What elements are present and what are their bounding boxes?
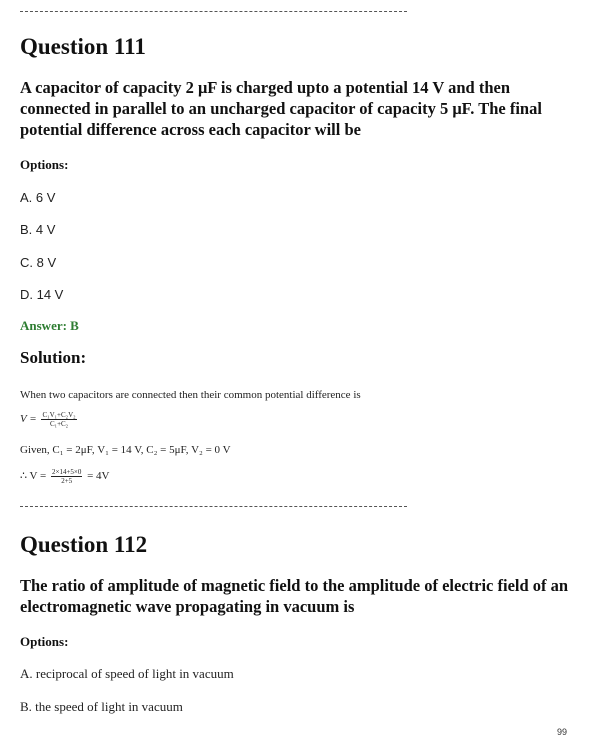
solution-formula [20,411,79,428]
result-numerator: 2×14+5×0 [52,468,82,476]
result-rhs: = 4V [87,470,110,483]
question-111-option-d: D. 14 V [20,287,64,302]
question-111-option-a: A. 6 V [20,190,56,205]
question-112-option-b: B. the speed of light in vacuum [20,699,183,714]
formula-numerator: C₁V₁+C₂V₂ [42,411,76,419]
formula-denominator: C₁+C₂ [49,420,69,428]
solution-given: Given, C₁ = 2μF, V₁ = 14 V, C₂ = 5μF, V₂ = 0 V [20,444,231,456]
question-112-title: Question 112 [20,532,148,557]
formula-fraction [41,411,76,428]
question-112-options-heading: Options: [20,634,69,649]
solution-intro: When two capacitors are connected then their common potential difference is [20,389,361,401]
question-111-options-heading: Options: [20,157,69,172]
top-divider [20,11,407,12]
formula-lhs: V = [20,413,37,426]
question-111-answer: Answer: B [20,318,79,333]
question-111-title: Question 111 [20,34,146,59]
result-fraction [51,468,82,485]
question-111-option-b: B. 4 V [20,222,56,237]
result-denominator: 2+5 [61,477,73,485]
question-112-text: The ratio of amplitude of magnetic field to the amplitude of electric field of an electromagnetic wave propagating in vacuum is [20,576,569,616]
page-number: 99 [556,727,567,737]
question-111-solution-heading: Solution: [20,348,87,367]
question-112-option-a: A. reciprocal of speed of light in vacuum [20,666,234,681]
question-111-text: A capacitor of capacity 2 μF is charged upto a potential 14 V and then connected in parallel to an uncharged capacitor of capacity 5 μF. The final potential difference across each capacitor will be [20,78,542,139]
question-divider [20,506,407,507]
result-lhs: ∴ V = [20,470,47,483]
question-111-option-c: C. 8 V [20,255,57,270]
solution-result [20,468,110,485]
